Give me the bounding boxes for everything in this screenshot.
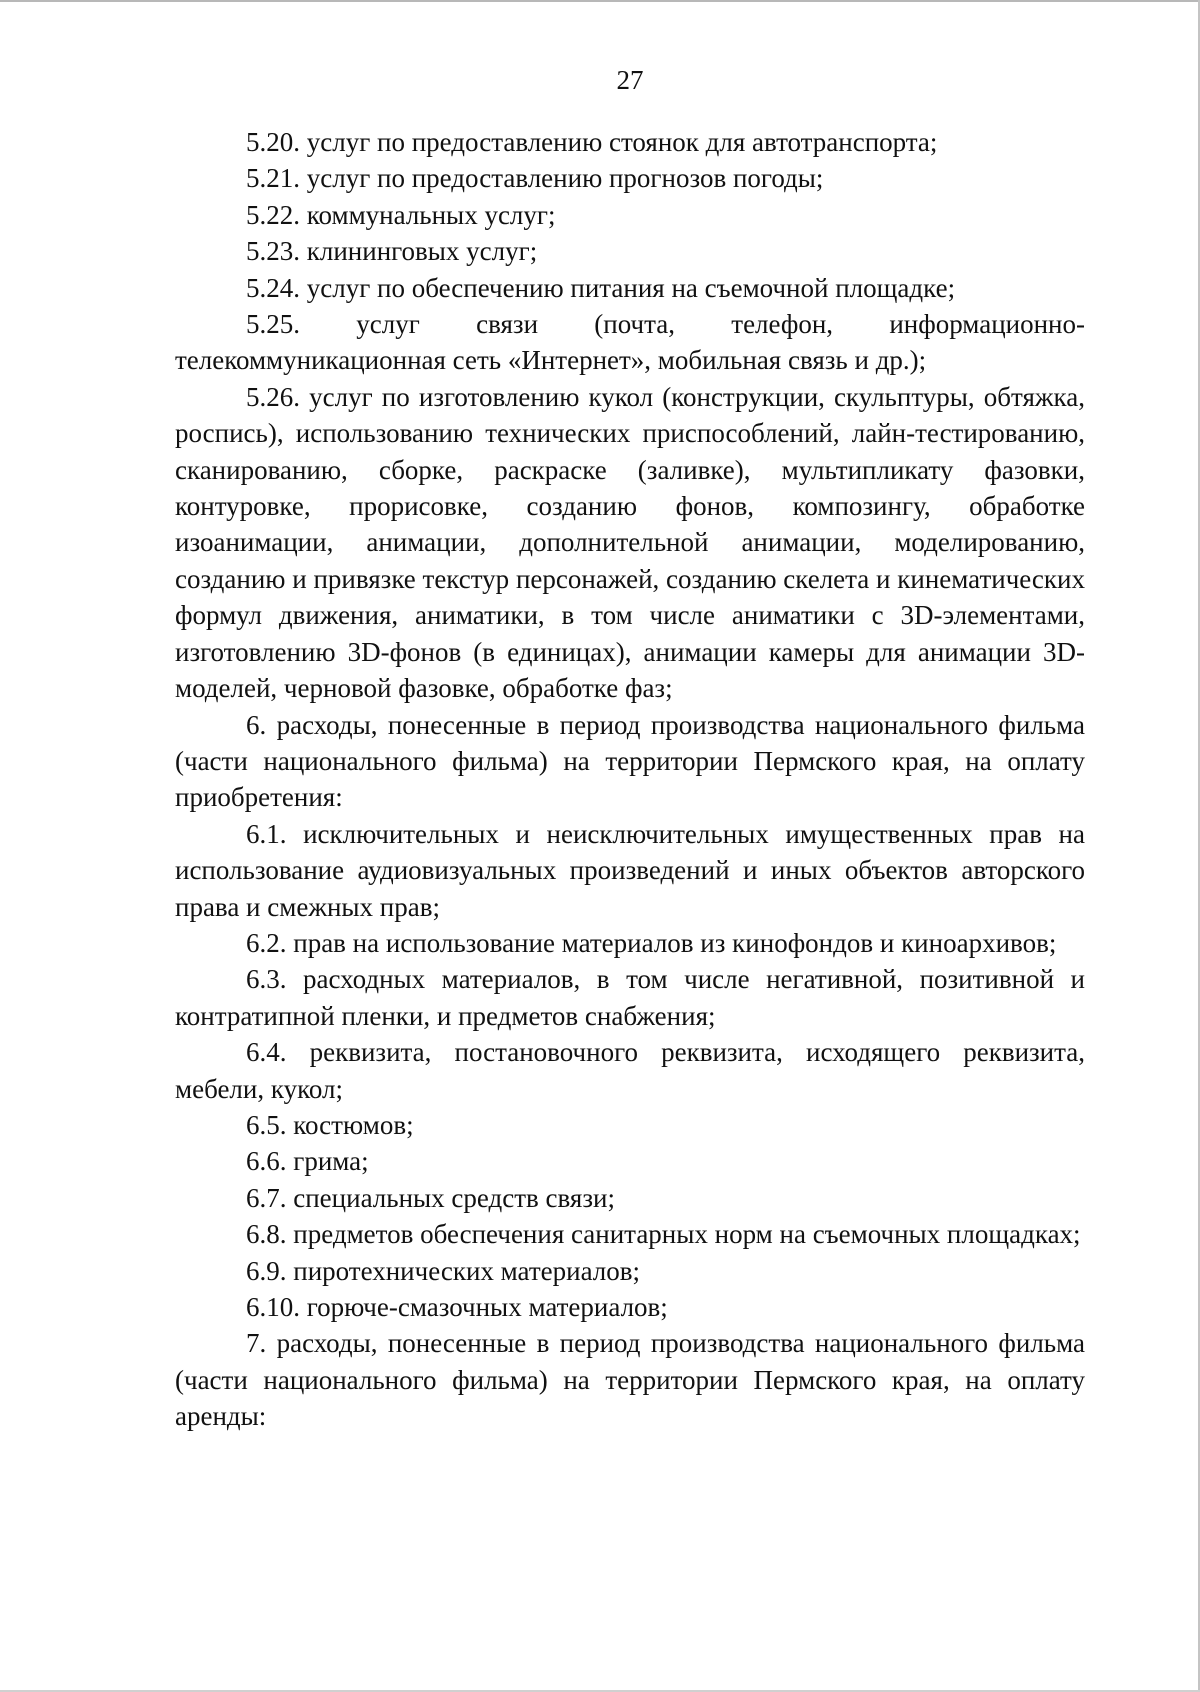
paragraph-6-5: 6.5. костюмов; xyxy=(246,1109,414,1140)
paragraph-6-1: 6.1. исключительных и неисключительных имущественных прав на использование аудиовизуальных произведений и иных объектов авторского права и смежных прав; xyxy=(175,818,1085,922)
paragraph-6-6: 6.6. грима; xyxy=(246,1146,369,1177)
paragraph-6: 6. расходы, понесенные в период производства национального фильма (части национального фильма) на территории Пермского края, на оплату приобретения: xyxy=(175,709,1085,813)
paragraph-5-24: 5.24. услуг по обеспечению питания на съемочной площадке; xyxy=(246,272,956,303)
paragraph-6-9: 6.9. пиротехнических материалов; xyxy=(246,1255,641,1286)
paragraph-6-10: 6.10. горюче-смазочных материалов; xyxy=(246,1292,668,1322)
paragraph-6-2: 6.2. прав на использование материалов из кинофондов и киноархивов; xyxy=(246,927,1057,958)
paragraph-5-22: 5.22. коммунальных услуг; xyxy=(246,199,556,230)
paragraph-6-4: 6.4. реквизита, постановочного реквизита, исходящего реквизита, мебели, кукол; xyxy=(175,1037,1085,1104)
paragraph-6-7: 6.7. специальных средств связи; xyxy=(246,1182,615,1213)
document-body xyxy=(175,124,1085,1435)
paragraph-5-25: 5.25. услуг связи (почта, телефон, информационно-телекоммуникационная сеть «Интернет», мобильная связь и др.); xyxy=(175,309,1085,376)
paragraph-6-8: 6.8. предметов обеспечения санитарных норм на съемочных площадках; xyxy=(246,1219,1081,1250)
paragraph-5-20: 5.20. услуг по предоставлению стоянок для автотранспорта; xyxy=(246,127,938,157)
page-number: 27 xyxy=(616,65,644,95)
scan-edge-top xyxy=(0,0,1200,2)
paragraph-6-3: 6.3. расходных материалов, в том числе негативной, позитивной и контратипной пленки, и предметов снабжения; xyxy=(175,964,1085,1031)
paragraph-5-21: 5.21. услуг по предоставлению прогнозов погоды; xyxy=(246,163,824,194)
paragraph-5-26: 5.26. услуг по изготовлению кукол (конструкции, скульптуры, обтяжка, роспись), использованию технических приспособлений, лайн-тестированию, сканированию, сборке, раскраске (заливке), мультипликату фазовки, контуровке, прорисовке, созданию фонов, композингу, обработке изоанимации, анимации, дополнительной анимации, моделированию, созданию и привязке текстур персонажей, созданию скелета и кинематических формул движения, аниматики, в том числе аниматики с 3D-элементами, изготовлению 3D-фонов (в единицах), анимации камеры для анимации 3D-моделей, черновой фазовке, обработке фаз; xyxy=(175,381,1085,704)
paragraph-5-23: 5.23. клининговых услуг; xyxy=(246,236,538,267)
paragraph-7: 7. расходы, понесенные в период производства национального фильма (части национального фильма) на территории Пермского края, на оплату аренды: xyxy=(175,1328,1085,1432)
